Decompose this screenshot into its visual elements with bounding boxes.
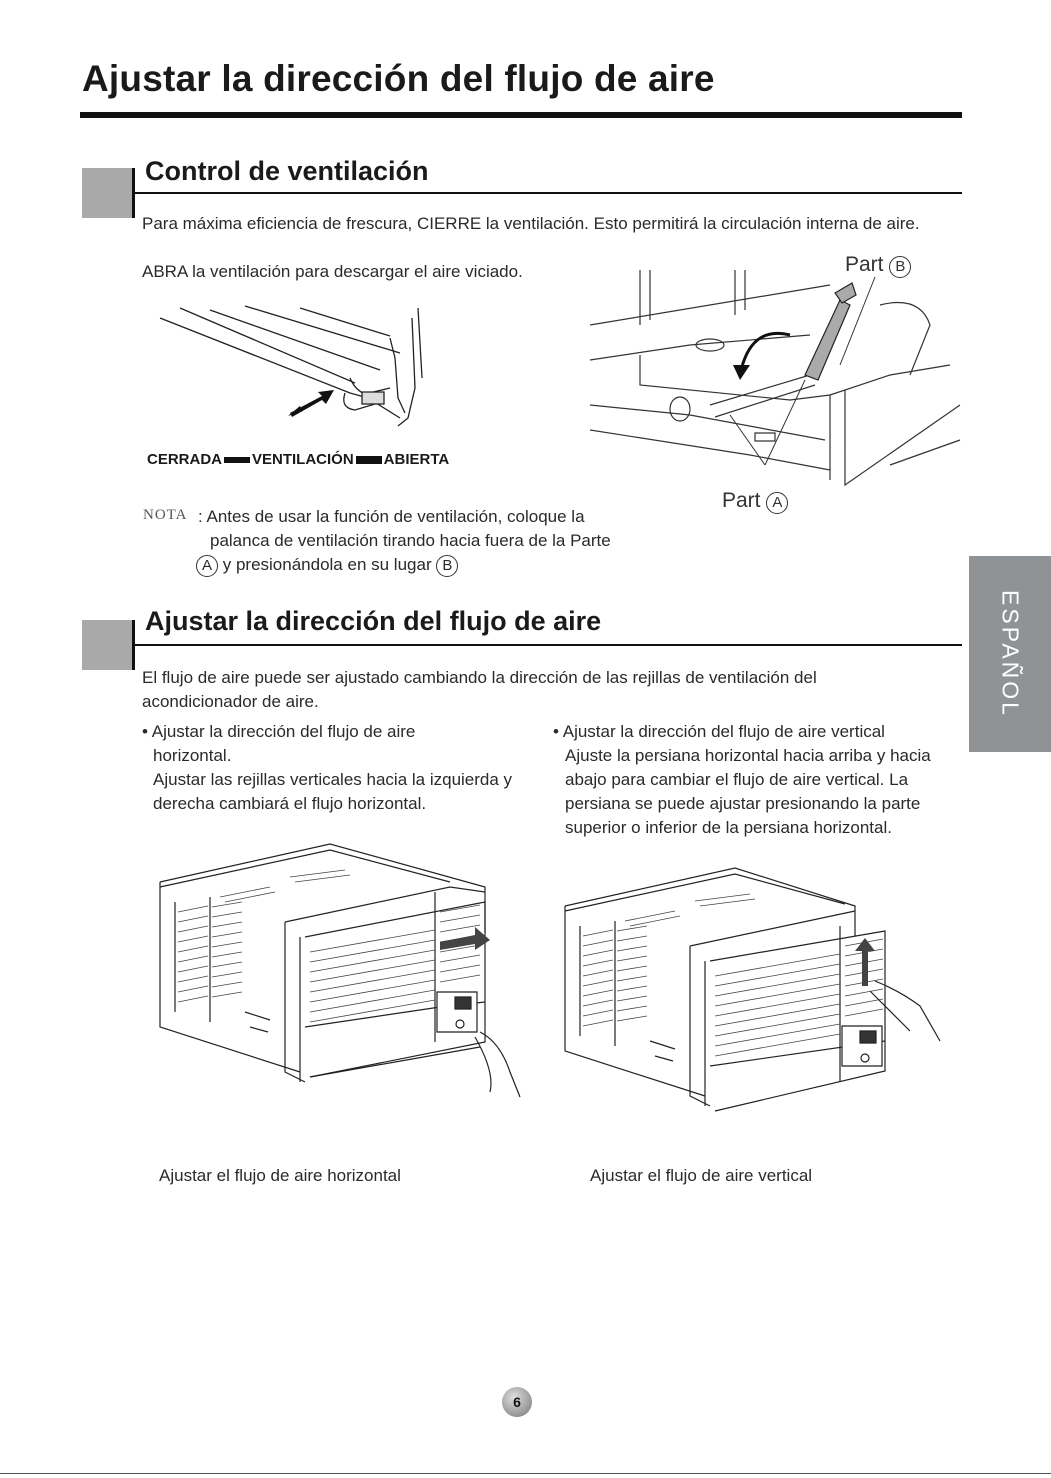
- right-text-line-4: superior o inferior de la persiana horizontal.: [565, 818, 892, 837]
- part-b-circle: B: [889, 256, 911, 278]
- vent-position-labels: [147, 451, 449, 468]
- nota-line-2: palanca de ventilación tirando hacia fuera de la Parte: [210, 531, 611, 550]
- title-divider: [80, 112, 962, 118]
- right-bullet-line-1: • Ajustar la dirección del flujo de aire vertical: [553, 722, 885, 741]
- part-b-label: Part B: [845, 253, 911, 278]
- left-bullet-line-1: • Ajustar la dirección del flujo de aire: [142, 722, 416, 741]
- nota-line-3: A y presionándola en su lugar B: [196, 553, 458, 577]
- right-text-line-3: persiana se puede ajustar presionando la parte: [565, 794, 921, 813]
- ventilation-paragraph: Para máxima eficiencia de frescura, CIERRE la ventilación. Esto permitirá la circulación interna de aire.: [142, 214, 920, 233]
- section-marker: [82, 620, 135, 670]
- ac-unit-horizontal-illustration: [150, 842, 550, 1102]
- caption-horizontal: Ajustar el flujo de aire horizontal: [159, 1166, 401, 1185]
- vent-closed-label: CERRADA: [147, 451, 222, 468]
- page-title: Ajustar la dirección del flujo de aire: [82, 58, 715, 99]
- section-divider: [132, 644, 962, 646]
- section-divider: [132, 192, 962, 194]
- nota-circle-b: B: [436, 555, 458, 577]
- section-marker: [82, 168, 135, 218]
- nota-label: NOTA: [143, 507, 188, 523]
- right-text-line-1: Ajuste la persiana horizontal hacia arriba y hacia: [565, 746, 931, 765]
- nota-line-1: : Antes de usar la función de ventilación, coloque la: [198, 507, 585, 526]
- left-text-line-2: derecha cambiará el flujo horizontal.: [153, 794, 427, 813]
- left-text-line-1: Ajustar las rejillas verticales hacia la izquierda y: [153, 770, 513, 789]
- rotate-arrow-icon: [733, 365, 750, 380]
- part-ab-illustration: [590, 265, 965, 490]
- page-number: 6: [502, 1387, 532, 1417]
- airflow-intro: El flujo de aire puede ser ajustado cambiando la dirección de las rejillas de ventilación del acondicionador de aire.: [142, 668, 817, 711]
- language-tab-label: ESPAÑOL: [997, 590, 1024, 718]
- right-text-line-2: abajo para cambiar el flujo de aire vertical. La: [565, 770, 909, 789]
- section-title-ventilation: Control de ventilación: [145, 156, 429, 186]
- vent-open-label: ABIERTA: [383, 451, 450, 468]
- right-vent-grille: [583, 894, 883, 1056]
- left-bullet-line-2: horizontal.: [153, 746, 232, 765]
- ac-unit-vertical-illustration: [555, 866, 955, 1126]
- part-a-label: Part A: [722, 489, 788, 514]
- part-a-circle: A: [766, 492, 788, 514]
- bottom-divider: [0, 1473, 1051, 1474]
- caption-vertical: Ajustar el flujo de aire vertical: [590, 1166, 813, 1185]
- vent-lever-illustration: [150, 298, 440, 438]
- language-tab: [969, 556, 1051, 752]
- ventilation-open-paragraph: ABRA la ventilación para descargar el aire viciado.: [142, 262, 523, 281]
- section-title-airflow: Ajustar la dirección del flujo de aire: [145, 606, 602, 636]
- vent-label: VENTILACIÓN: [252, 451, 354, 468]
- nota-circle-a: A: [196, 555, 218, 577]
- vertical-arrow-icon: [855, 938, 875, 986]
